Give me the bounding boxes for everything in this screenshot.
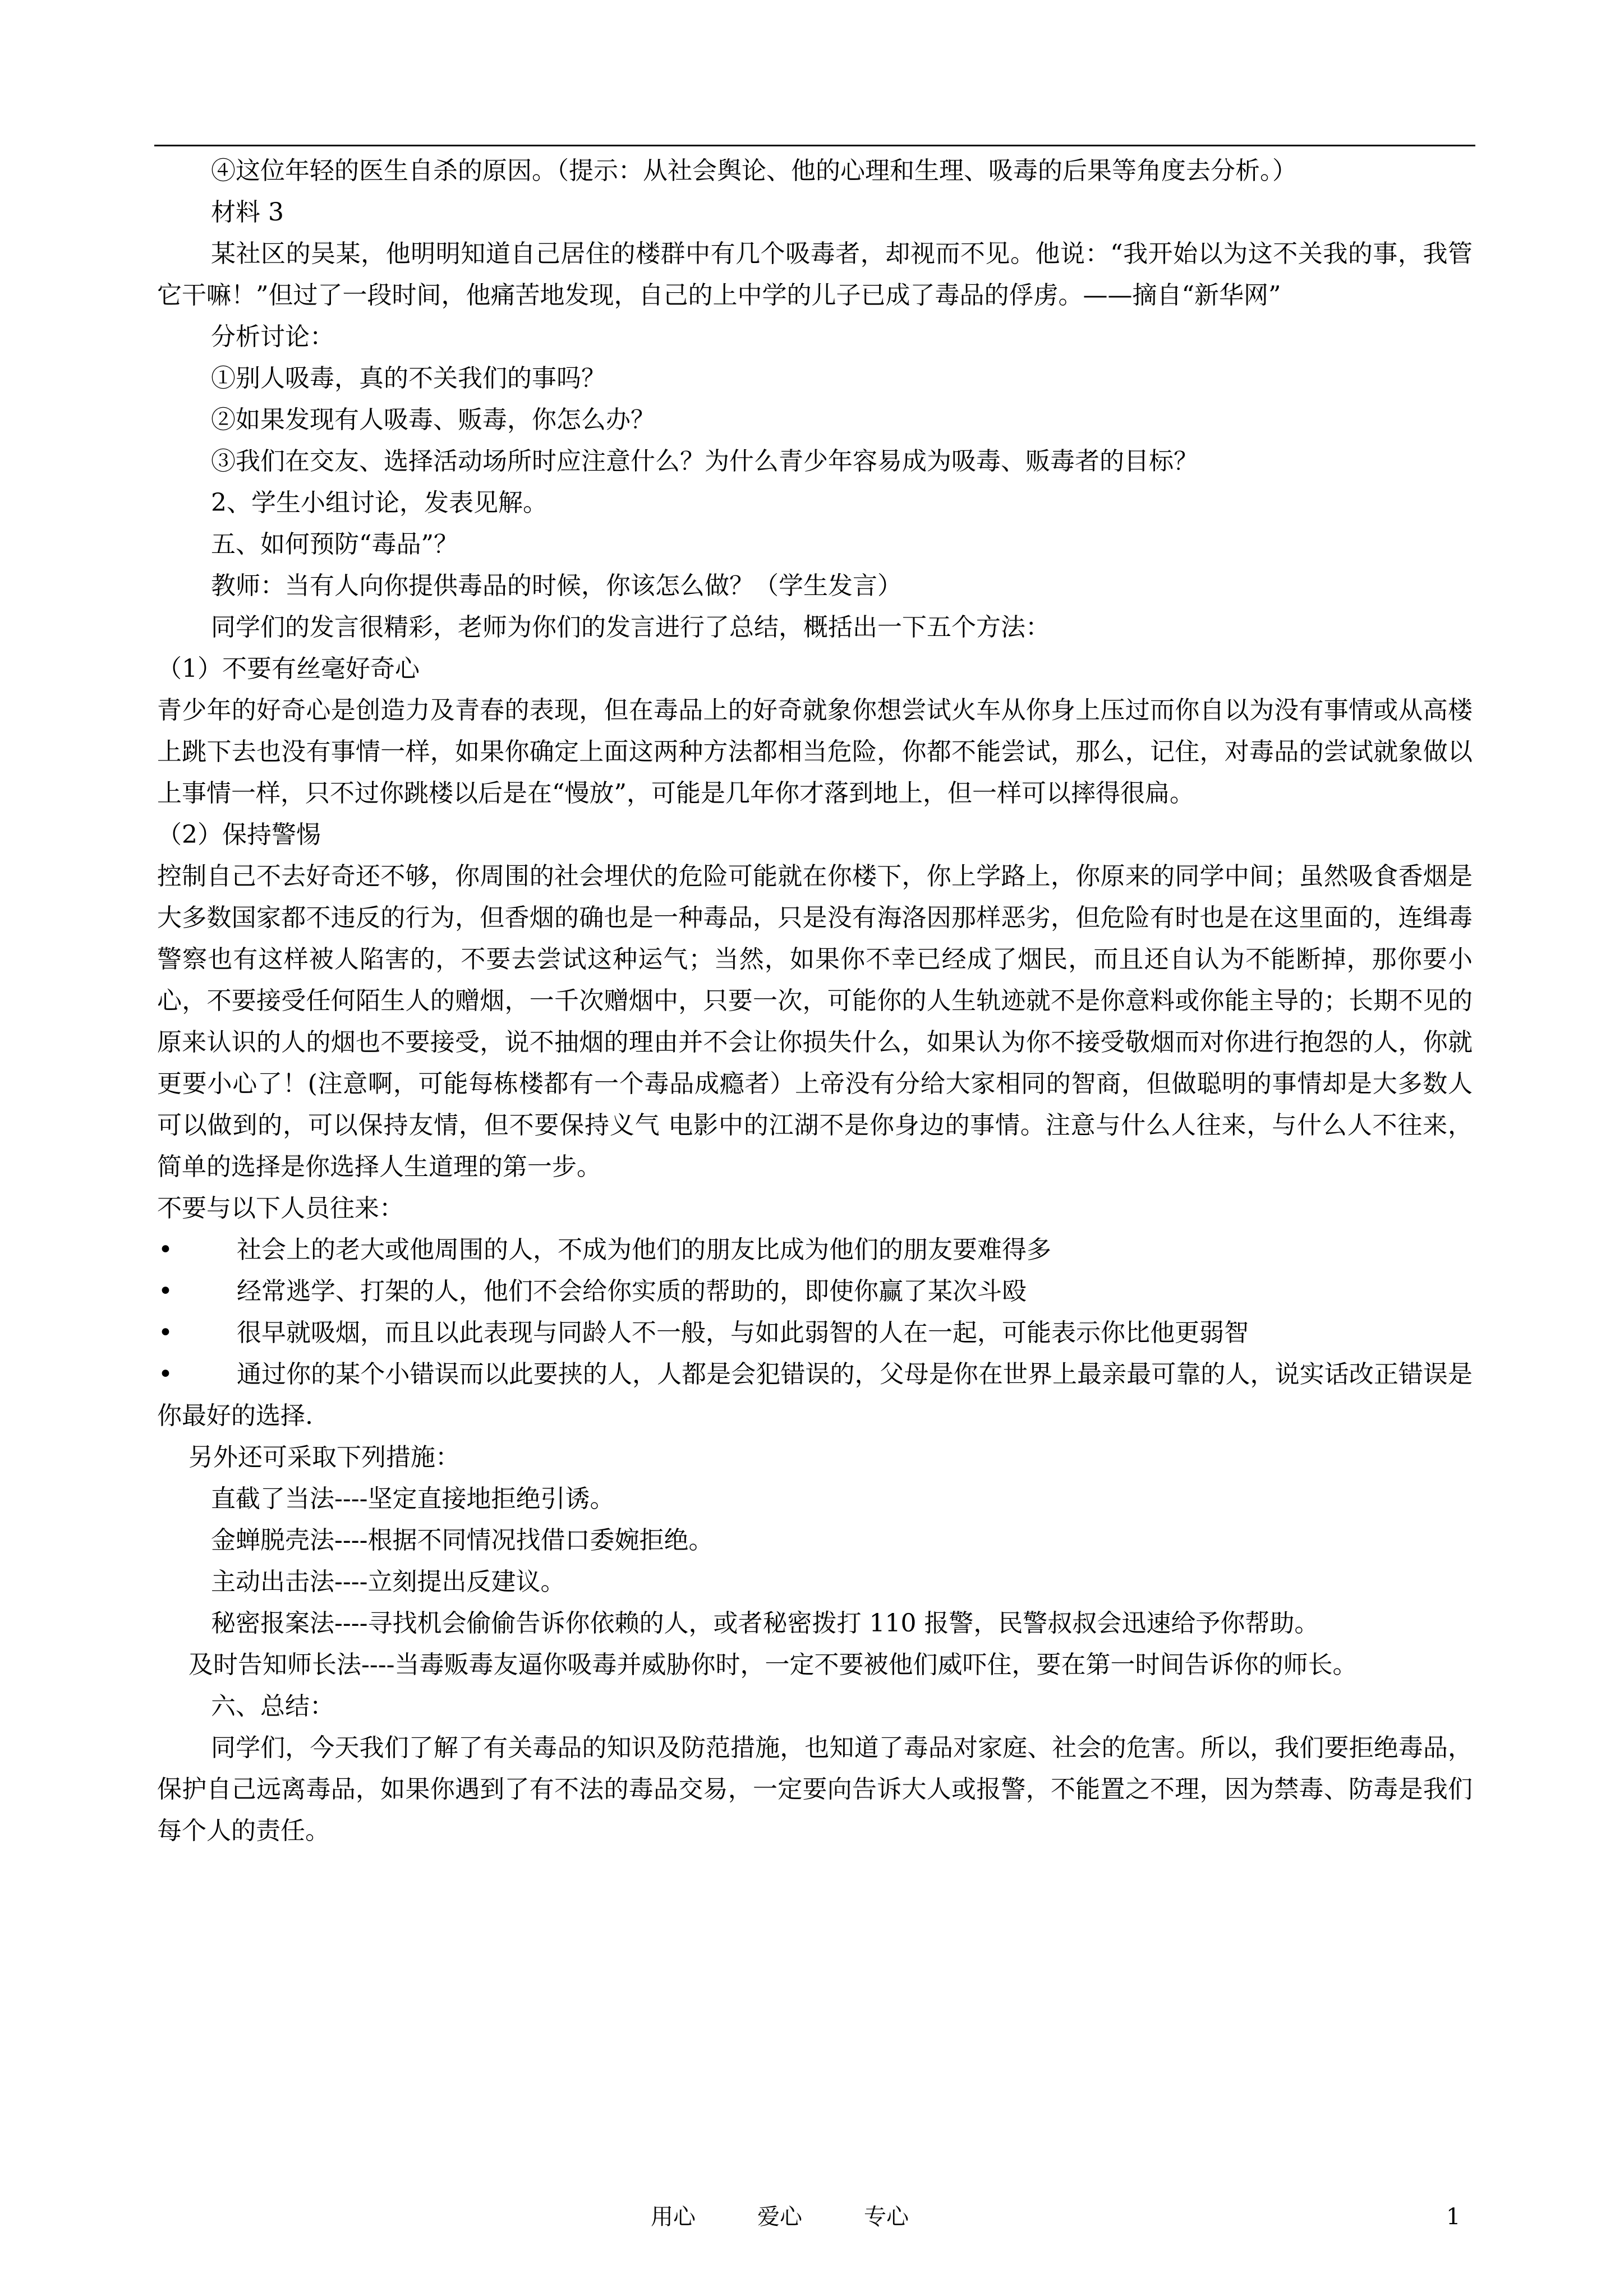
material-heading: 材料 3: [211, 198, 284, 227]
paragraph: 青少年的好奇心是创造力及青春的表现，但在毒品上的好奇就象你想尝试火车从你身上压过而你自以为没有事情或从高楼上跳下去也没有事情一样，如果你确定上面这两种方法都相当危险，你都不能尝试，那么，记住，对毒品的尝试就象做以上事情一样，只不过你跳楼以后是在“慢放”，可能是几年你才落到地上，但一样可以摔得很扁。: [157, 696, 1473, 808]
method-item: 及时告知师长法----当毒贩毒友逼你吸毒并威胁你时，一定不要被他们威吓住，要在第一时间告诉你的师长。: [188, 1650, 1358, 1679]
footer-slogan: [651, 2203, 909, 2231]
paragraph: 某社区的吴某，他明明知道自己居住的楼群中有几个吸毒者，却视而不见。他说：“我开始以为这不关我的事，我管它干嘛！”但过了一段时间，他痛苦地发现，自己的上中学的儿子已成了毒品的俘虏。——摘自“新华网”: [157, 239, 1473, 310]
discussion-question: ①别人吸毒，真的不关我们的事吗？: [211, 364, 606, 393]
document-body: [157, 150, 1473, 1852]
method-item: 主动出击法----立刻提出反建议。: [211, 1567, 565, 1596]
bullet-marker: •: [158, 1277, 173, 1306]
header-rule: [154, 145, 1475, 146]
list-item-text: 很早就吸烟，而且以此表现与同龄人不一般，与如此弱智的人在一起，可能表示你比他更弱智: [237, 1318, 1249, 1347]
footer-word: 用心: [651, 2204, 696, 2230]
paragraph: 同学们的发言很精彩，老师为你们的发言进行了总结，概括出一下五个方法：: [211, 613, 1050, 642]
list-item: [157, 1271, 1473, 1312]
list-item: [157, 1312, 1473, 1354]
subheading: （2）保持警惕: [157, 820, 321, 849]
method-item: 直截了当法----坚定直接地拒绝引诱。: [211, 1484, 615, 1513]
list-intro: 不要与以下人员往来：: [157, 1194, 404, 1223]
paragraph: 同学们，今天我们了解了有关毒品的知识及防范措施，也知道了毒品对家庭、社会的危害。所以，我们要拒绝毒品，保护自己远离毒品，如果你遇到了有不法的毒品交易，一定要向告诉大人或报警，不能置之不理，因为禁毒、防毒是我们每个人的责任。: [157, 1733, 1473, 1845]
list-item-text: 通过你的某个小错误而以此要挟的人，人都是会犯错误的，父母是你在世界上最亲最可靠的人，说实话改正错误是你最好的选择.: [157, 1360, 1473, 1430]
discussion-heading: 分析讨论：: [211, 322, 334, 351]
paragraph: 2、学生小组讨论，发表见解。: [211, 488, 548, 517]
discussion-question: ②如果发现有人吸毒、贩毒，你怎么办？: [211, 405, 655, 434]
section-heading: 六、总结：: [211, 1692, 334, 1721]
footer-word: 爱心: [757, 2204, 802, 2230]
paragraph: 控制自己不去好奇还不够，你周围的社会埋伏的危险可能就在你楼下，你上学路上，你原来的同学中间；虽然吸食香烟是大多数国家都不违反的行为，但香烟的确也是一种毒品，只是没有海洛因那样恶劣，但危险有时也是在这里面的，连缉毒警察也有这样被人陷害的，不要去尝试这种运气；当然，如果你不幸已经成了烟民，而且还自认为不能断掉，那你要小心，不要接受任何陌生人的赠烟，一千次赠烟中，只要一次，可能你的人生轨迹就不是你意料或你能主导的；长期不见的原来认识的人的烟也不要接受，说不抽烟的理由并不会让你损失什么，如果认为你不接受敬烟而对你进行抱怨的人，你就更要小心了！(注意啊，可能每栋楼都有一个毒品成瘾者）上帝没有分给大家相同的智商，但做聪明的事情却是大多数人可以做到的，可以保持友情，但不要保持义气 电影中的江湖不是你身边的事情。注意与什么人往来，与什么人不往来，简单的选择是你选择人生道理的第一步。: [157, 862, 1473, 1181]
paragraph: ④这位年轻的医生自杀的原因。（提示：从社会舆论、他的心理和生理、吸毒的后果等角度去分析。）: [211, 156, 1297, 185]
paragraph: 另外还可采取下列措施：: [188, 1443, 460, 1472]
section-heading: 五、如何预防“毒品”？: [211, 530, 458, 559]
bullet-marker: •: [158, 1360, 173, 1389]
method-item: 秘密报案法----寻找机会偷偷告诉你依赖的人，或者秘密拨打 110 报警，民警叔叔会迅速给予你帮助。: [211, 1609, 1319, 1638]
footer-word: 专心: [864, 2204, 909, 2230]
subheading: （1）不要有丝毫好奇心: [157, 654, 420, 683]
bullet-marker: •: [158, 1235, 173, 1264]
list-item-text: 经常逃学、打架的人，他们不会给你实质的帮助的，即使你赢了某次斗殴: [237, 1277, 1027, 1306]
discussion-question: ③我们在交友、选择活动场所时应注意什么？为什么青少年容易成为吸毒、贩毒者的目标？: [211, 447, 1198, 476]
page-number: 1: [1446, 2204, 1461, 2230]
bullet-marker: •: [158, 1318, 173, 1347]
method-item: 金蝉脱壳法----根据不同情况找借口委婉拒绝。: [211, 1526, 714, 1555]
paragraph: 教师：当有人向你提供毒品的时候，你该怎么做？（学生发言）: [211, 571, 902, 600]
list-item: [157, 1354, 1473, 1437]
list-item: [157, 1229, 1473, 1271]
list-item-text: 社会上的老大或他周围的人，不成为他们的朋友比成为他们的朋友要难得多: [237, 1235, 1051, 1264]
